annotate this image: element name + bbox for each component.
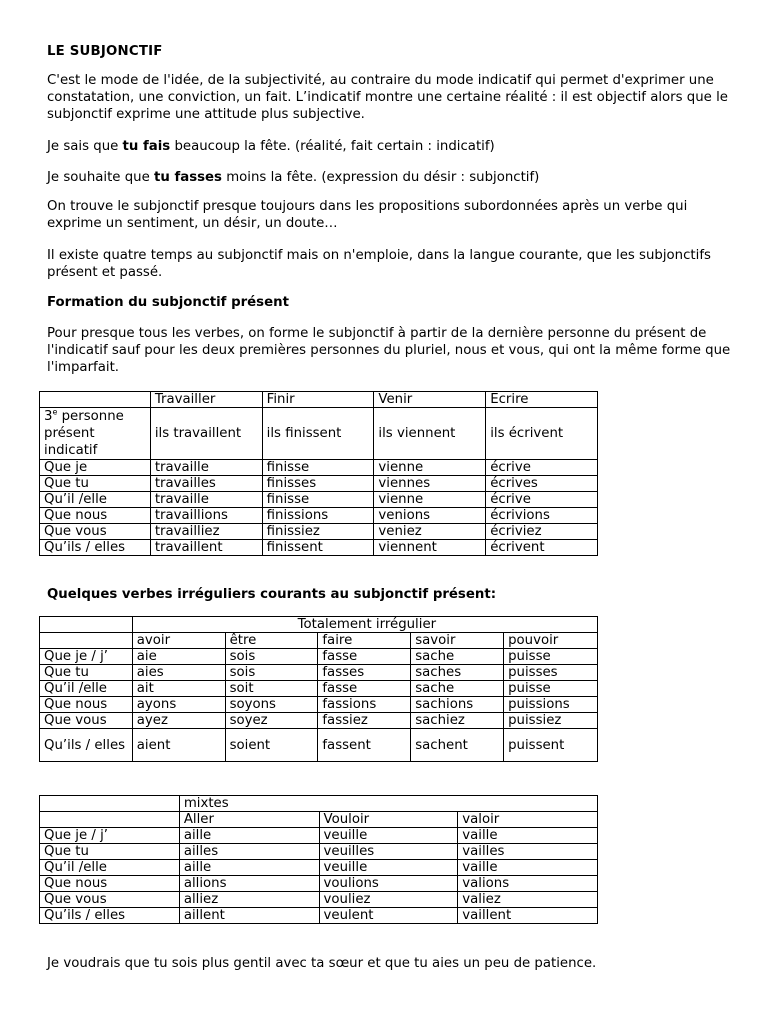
conjugation-cell: sache [411, 649, 504, 665]
conjugation-cell: soit [225, 681, 318, 697]
table-row [40, 665, 598, 681]
mixed-header-cell: valoir [458, 812, 598, 828]
mixed-header-cell: Vouloir [319, 812, 458, 828]
conjugation-cell: vaille [458, 828, 598, 844]
conjugation-cell: écriviez [486, 524, 598, 540]
irregular-header-cell [40, 633, 133, 649]
mixed-group-row [40, 796, 598, 812]
conjugation-cell: veuilles [319, 844, 458, 860]
closing-example: Je voudrais que tu sois plus gentil avec ta sœur et que tu aies un peu de patience. [47, 956, 597, 971]
table-row [40, 460, 598, 476]
conjugation-cell: vaillent [458, 908, 598, 924]
table-row [40, 844, 598, 860]
conjugation-cell: ailles [179, 844, 319, 860]
indicative-cell: ils écrivent [486, 408, 598, 460]
conjugation-cell: sachent [411, 729, 504, 762]
conjugation-cell: travaille [150, 492, 262, 508]
row-person-label: Qu’il /elle [40, 681, 133, 697]
table-row [40, 697, 598, 713]
conjugation-cell: soyez [225, 713, 318, 729]
row-person-label: Que vous [40, 713, 133, 729]
table-row [40, 860, 598, 876]
regular-header-cell: Ecrire [486, 392, 598, 408]
table-row [40, 540, 598, 556]
regular-indicative-row [40, 408, 598, 460]
conjugation-cell: écrives [486, 476, 598, 492]
example-indicative-post: beaucoup la fête. (réalité, fait certain : indicatif) [170, 139, 495, 154]
irregular-group-label: Totalement irrégulier [132, 617, 597, 633]
conjugation-cell: écrive [486, 460, 598, 476]
irregular-verbs-table [39, 616, 598, 762]
row-person-label: Que tu [40, 844, 180, 860]
conjugation-cell: finissent [262, 540, 374, 556]
conjugation-cell: vienne [374, 492, 486, 508]
row-person-label: Que nous [40, 876, 180, 892]
conjugation-cell: puisse [504, 681, 598, 697]
conjugation-cell: sois [225, 649, 318, 665]
mixed-group-label: mixtes [179, 796, 597, 812]
conjugation-cell: fasse [318, 649, 411, 665]
conjugation-cell: puisse [504, 649, 598, 665]
conjugation-cell: veuille [319, 860, 458, 876]
row-person-label: Que nous [40, 697, 133, 713]
conjugation-cell: fasse [318, 681, 411, 697]
example-subjunctive-bold: tu fasses [154, 170, 222, 185]
example-subjunctive-post: moins la fête. (expression du désir : subjonctif) [221, 170, 540, 185]
conjugation-cell: travaillent [150, 540, 262, 556]
regular-header-cell [40, 392, 151, 408]
conjugation-cell: fassiez [318, 713, 411, 729]
conjugation-cell: travailles [150, 476, 262, 492]
intro-paragraph: C'est le mode de l'idée, de la subjectivité, au contraire du mode indicatif qui permet d'exprimer une constatation, une conviction, un fait. L’indicatif montre une certaine réalité : il est objectif alors que le subjonctif exprime une attitude plus subjective. [47, 73, 728, 122]
row-person-label: Que tu [40, 665, 133, 681]
irregular-group-blank [40, 617, 133, 633]
conjugation-cell: veuille [319, 828, 458, 844]
indicative-label-superscript: e [52, 407, 58, 417]
conjugation-cell: finissions [262, 508, 374, 524]
irregular-header-row [40, 633, 598, 649]
indicative-label-rest: personne présent indicatif [44, 409, 124, 458]
table-row [40, 908, 598, 924]
row-person-label: Que tu [40, 476, 151, 492]
conjugation-cell: veniez [374, 524, 486, 540]
indicative-cell: ils finissent [262, 408, 374, 460]
table-row [40, 892, 598, 908]
conjugation-cell: voulions [319, 876, 458, 892]
regular-header-row [40, 392, 598, 408]
table-row [40, 476, 598, 492]
row-person-label: Que vous [40, 524, 151, 540]
conjugation-cell: alliez [179, 892, 319, 908]
conjugation-cell: puissiez [504, 713, 598, 729]
example-subjunctive [47, 169, 737, 186]
conjugation-cell: fasses [318, 665, 411, 681]
irregular-group-row [40, 617, 598, 633]
row-person-label: Qu’ils / elles [40, 729, 133, 762]
conjugation-cell: sois [225, 665, 318, 681]
indicative-row-label [40, 408, 151, 460]
conjugation-cell: travailliez [150, 524, 262, 540]
conjugation-cell: fassions [318, 697, 411, 713]
conjugation-cell: fassent [318, 729, 411, 762]
regular-header-cell: Finir [262, 392, 374, 408]
conjugation-cell: saches [411, 665, 504, 681]
mixed-group-blank [40, 796, 180, 812]
row-person-label: Que je / j’ [40, 828, 180, 844]
irregular-header-cell: avoir [132, 633, 225, 649]
conjugation-cell: sachiez [411, 713, 504, 729]
conjugation-cell: finisses [262, 476, 374, 492]
conjugation-cell: valions [458, 876, 598, 892]
conjugation-cell: vailles [458, 844, 598, 860]
row-person-label: Que vous [40, 892, 180, 908]
conjugation-cell: sache [411, 681, 504, 697]
conjugation-cell: écrive [486, 492, 598, 508]
table-row [40, 828, 598, 844]
conjugation-cell: valiez [458, 892, 598, 908]
indicative-label-number: 3 [44, 409, 53, 424]
example-indicative-bold: tu fais [122, 139, 171, 154]
example-indicative-pre: Je sais que [47, 139, 123, 154]
conjugation-cell: veulent [319, 908, 458, 924]
conjugation-cell: ait [132, 681, 225, 697]
irregular-header-cell: faire [318, 633, 411, 649]
conjugation-cell: aie [132, 649, 225, 665]
row-person-label: Qu’il /elle [40, 492, 151, 508]
row-person-label: Que je / j’ [40, 649, 133, 665]
table-row [40, 729, 598, 762]
irregular-header-cell: être [225, 633, 318, 649]
irregular-heading: Quelques verbes irréguliers courants au subjonctif présent: [47, 587, 497, 602]
conjugation-cell: vienne [374, 460, 486, 476]
conjugation-cell: travaillions [150, 508, 262, 524]
table-row [40, 649, 598, 665]
regular-verbs-table [39, 391, 598, 556]
conjugation-cell: aille [179, 828, 319, 844]
irregular-header-cell: pouvoir [504, 633, 598, 649]
usage-paragraph: On trouve le subjonctif presque toujours dans les propositions subordonnées après un verbe qui exprime un sentiment, un désir, un doute… [47, 199, 688, 231]
conjugation-cell: aillent [179, 908, 319, 924]
regular-header-cell: Travailler [150, 392, 262, 408]
row-person-label: Que nous [40, 508, 151, 524]
conjugation-cell: aient [132, 729, 225, 762]
mixed-verbs-table [39, 795, 598, 924]
conjugation-cell: aies [132, 665, 225, 681]
conjugation-cell: puissions [504, 697, 598, 713]
conjugation-cell: ayez [132, 713, 225, 729]
conjugation-cell: finisse [262, 460, 374, 476]
table-row [40, 524, 598, 540]
regular-header-cell: Venir [374, 392, 486, 408]
conjugation-cell: écrivent [486, 540, 598, 556]
conjugation-cell: viennent [374, 540, 486, 556]
mixed-header-row [40, 812, 598, 828]
page-title: LE SUBJONCTIF [47, 44, 163, 59]
conjugation-cell: finissiez [262, 524, 374, 540]
conjugation-cell: ayons [132, 697, 225, 713]
conjugation-cell: venions [374, 508, 486, 524]
conjugation-cell: soyons [225, 697, 318, 713]
formation-heading: Formation du subjonctif présent [47, 295, 289, 310]
conjugation-cell: sachions [411, 697, 504, 713]
conjugation-cell: vouliez [319, 892, 458, 908]
conjugation-cell: viennes [374, 476, 486, 492]
row-person-label: Qu’ils / elles [40, 908, 180, 924]
row-person-label: Que je [40, 460, 151, 476]
table-row [40, 492, 598, 508]
table-row [40, 876, 598, 892]
indicative-cell: ils viennent [374, 408, 486, 460]
irregular-header-cell: savoir [411, 633, 504, 649]
table-row [40, 508, 598, 524]
example-subjunctive-pre: Je souhaite que [47, 170, 154, 185]
mixed-header-cell [40, 812, 180, 828]
indicative-cell: ils travaillent [150, 408, 262, 460]
row-person-label: Qu’il /elle [40, 860, 180, 876]
conjugation-cell: soient [225, 729, 318, 762]
table-row [40, 681, 598, 697]
formation-paragraph: Pour presque tous les verbes, on forme le subjonctif à partir de la dernière personne du présent de l'indicatif sauf pour les deux premières personnes du pluriel, nous et vous, qui ont la même forme que l'imparfait. [47, 326, 731, 375]
conjugation-cell: écrivions [486, 508, 598, 524]
table-row [40, 713, 598, 729]
conjugation-cell: finisse [262, 492, 374, 508]
conjugation-cell: puissent [504, 729, 598, 762]
tenses-paragraph: Il existe quatre temps au subjonctif mais on n'emploie, dans la langue courante, que les subjonctifs présent et passé. [47, 248, 711, 280]
row-person-label: Qu’ils / elles [40, 540, 151, 556]
mixed-header-cell: Aller [179, 812, 319, 828]
conjugation-cell: aille [179, 860, 319, 876]
conjugation-cell: puisses [504, 665, 598, 681]
conjugation-cell: travaille [150, 460, 262, 476]
example-indicative [47, 138, 737, 155]
conjugation-cell: allions [179, 876, 319, 892]
conjugation-cell: vaille [458, 860, 598, 876]
